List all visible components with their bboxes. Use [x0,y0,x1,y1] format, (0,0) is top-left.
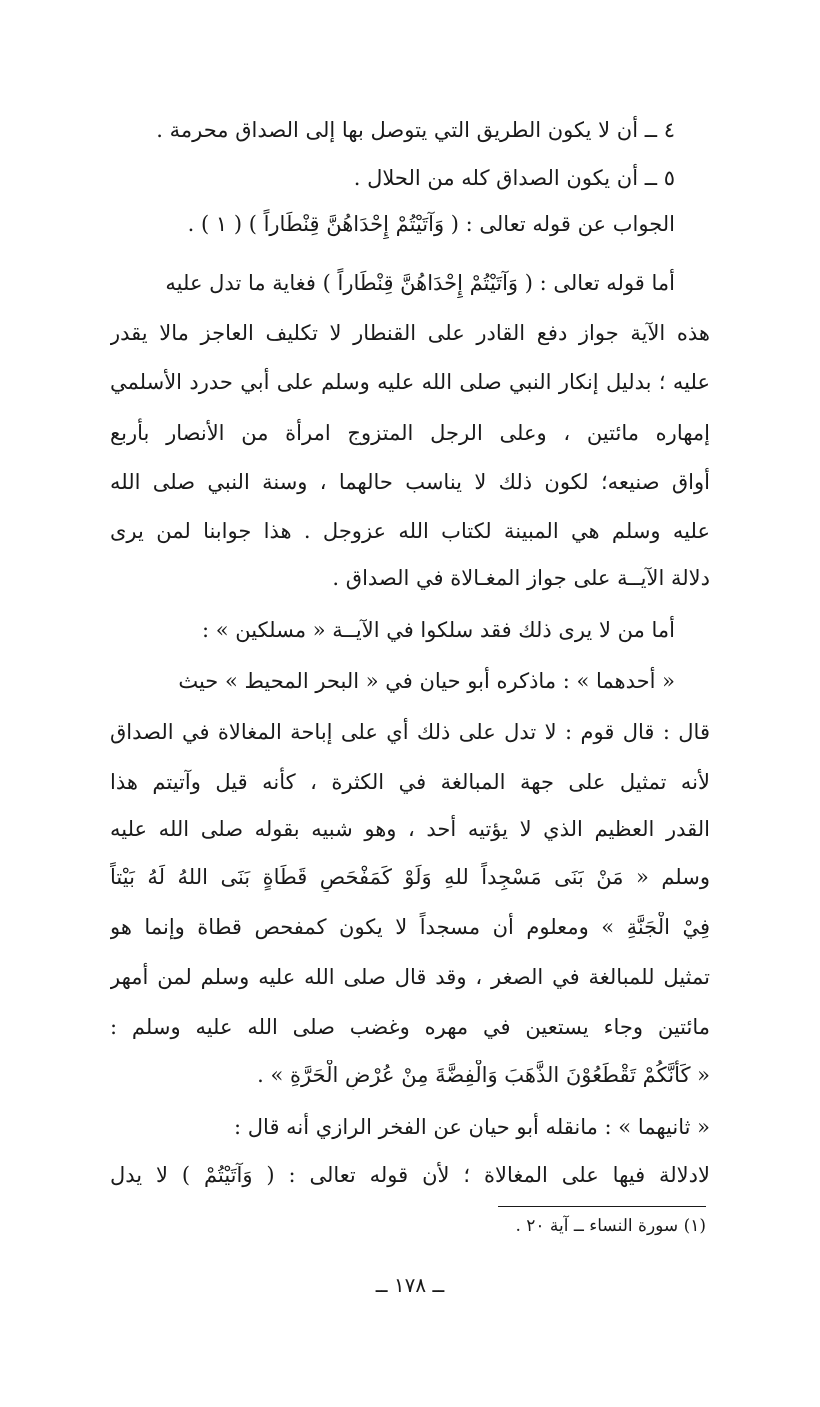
text-line-4: أما قوله تعالى : ( وَآتَيْتُمْ إِحْدَاهُنَّ قِنْطَاراً ) فغاية ما تدل عليه [165,271,675,295]
text-line-22: لادلالة فيها على المغالاة ؛ لأن قوله تعالى : ( وَآتَيْتُمْ ) لا يدل [110,1163,710,1187]
text-line-9: عليه وسلم هي المبينة لكتاب الله عزوجل . هذا جوابنا لمن يرى [110,519,710,543]
footnote-separator [498,1206,706,1207]
text-line-16: وسلم « مَنْ بَنَى مَسْجِداً للهِ وَلَوْ كَمَفْحَصِ قَطَاةٍ بَنَى اللهُ لَهُ بَيْتاً [110,865,710,889]
text-line-11: أما من لا يرى ذلك فقد سلكوا في الآيــة « مسلكين » : [201,618,675,642]
text-line-12: « أحدهما » : ماذكره أبو حيان في « البحر المحيط » حيث [178,669,675,693]
text-line-1: ٤ ــ أن لا يكون الطريق التي يتوصل بها إلى الصداق محرمة . [156,118,675,142]
text-line-10: دلالة الآيــة على جواز المغـالاة في الصداق . [332,566,710,590]
text-line-18: تمثيل للمبالغة في الصغر ، وقد قال صلى الله عليه وسلم لمن أمهر [110,965,710,989]
text-line-3: الجواب عن قوله تعالى : ( وَآتَيْتُمْ إِحْدَاهُنَّ قِنْطَاراً ) ( ١ ) . [187,212,675,236]
text-line-7: إمهاره مائتين ، وعلى الرجل المتزوج امرأة من الأنصار بأربع [110,421,710,445]
text-line-8: أواق صنيعه؛ لكون ذلك لا يناسب حالهما ، وسنة النبي صلى الله [110,470,710,494]
footnote: (١) سورة النساء ــ آية ٢٠ . [515,1216,706,1236]
text-line-2: ٥ ــ أن يكون الصداق كله من الحلال . [353,166,675,190]
text-line-14: لأنه تمثيل على جهة المبالغة في الكثرة ، كأنه قيل وآتيتم هذا [110,770,710,794]
text-line-20: « كَأَنَّكُمْ تَقْطَعُوْنَ الذَّهَبَ وَالْفِضَّةَ مِنْ عُرْضِ الْحَرَّةِ » . [257,1063,710,1087]
text-line-5: هذه الآية جواز دفع القادر على القنطار لا تكليف العاجز مالا يقدر [110,321,710,345]
text-line-19: مائتين وجاء يستعين في مهره وغضب صلى الله عليه وسلم : [110,1015,710,1039]
text-line-15: القدر العظيم الذي لا يؤتيه أحد ، وهو شبيه بقوله صلى الله عليه [110,817,710,841]
text-line-17: فِيْ الْجَنَّةِ » ومعلوم أن مسجداً لا يكون كمفحص قطاة وإنما هو [110,915,710,939]
page-number: ــ ١٧٨ ــ [375,1273,445,1297]
text-line-13: قال : قال قوم : لا تدل على ذلك أي على إباحة المغالاة في الصداق [110,720,710,744]
text-line-21: « ثانيهما » : مانقله أبو حيان عن الفخر الرازي أنه قال : [234,1115,710,1139]
text-line-6: عليه ؛ بدليل إنكار النبي صلى الله عليه وسلم على أبي حدرد الأسلمي [110,370,710,394]
